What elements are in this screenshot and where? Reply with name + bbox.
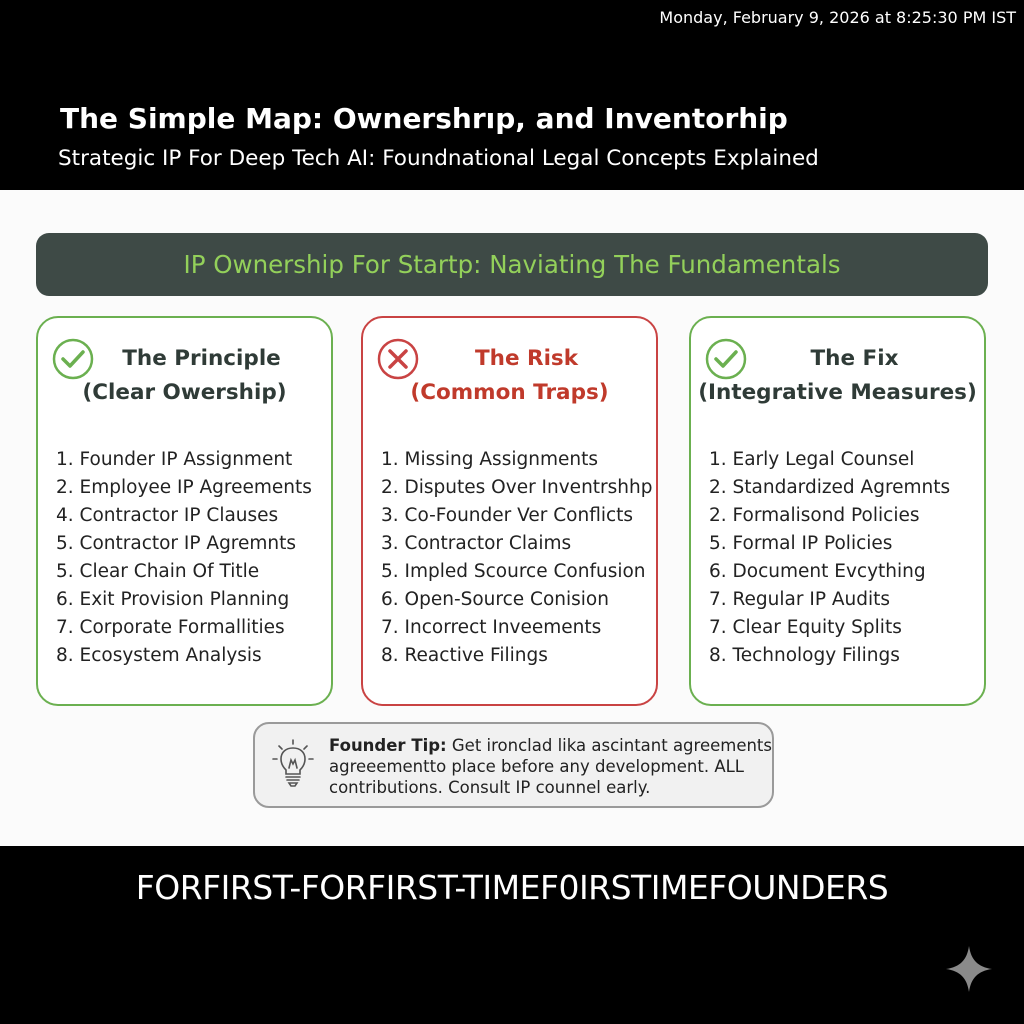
risk-card	[361, 316, 658, 706]
section-banner	[36, 233, 988, 296]
header-band	[0, 0, 1024, 190]
banner-text: IP Ownership For Startp: Naviating The Fundamentals	[183, 250, 841, 279]
list-item: 6. Document Evcything	[709, 561, 926, 582]
list-item: 3. Co-Founder Ver Conflicts	[381, 505, 634, 526]
list-item: 2. Standardized Agremnts	[709, 477, 951, 498]
tip-label: Founder Tip:	[329, 736, 447, 755]
card-title-main: The Risk	[474, 346, 579, 371]
list-item: 2. Disputes Over Inventrshhp	[381, 477, 653, 498]
page-subtitle: Strategic IP For Deep Tech AI: Foundnational Legal Concepts Explained	[58, 146, 819, 171]
fix-card	[689, 316, 986, 706]
page-title: The Simple Map: Ownershrıp, and Inventorhip	[60, 102, 788, 135]
timestamp: Monday, February 9, 2026 at 8:25:30 PM IST	[659, 8, 1016, 27]
list-item: 8. Reactive Filings	[381, 645, 548, 666]
sparkle-icon	[944, 944, 994, 994]
card-title-sub: (Clear Owership)	[82, 380, 287, 405]
lightbulb-icon	[271, 738, 315, 790]
card-title-main: The Principle	[122, 346, 281, 371]
card-title	[38, 342, 331, 410]
list-item: 1. Founder IP Assignment	[56, 449, 293, 470]
list-item: 5. Contractor IP Agremnts	[56, 533, 297, 554]
founder-tip-box	[253, 722, 774, 808]
risk-list	[381, 446, 652, 670]
list-item: 1. Missing Assignments	[381, 449, 598, 470]
card-title	[691, 342, 984, 410]
list-item: 5. Formal IP Policies	[709, 533, 893, 554]
list-item: 5. Clear Chain Of Title	[56, 561, 260, 582]
list-item: 5. Impled Scource Confusion	[381, 561, 646, 582]
list-item: 7. Regular IP Audits	[709, 589, 891, 610]
card-title-sub: (Common Traps)	[410, 380, 609, 405]
list-item: 8. Technology Filings	[709, 645, 900, 666]
tip-text	[329, 735, 772, 798]
footer-text: FORFIRST-FORFIRST-TIMEF0IRSTIMEFOUNDERS	[135, 868, 889, 907]
card-title-main: The Fix	[810, 346, 899, 371]
list-item: 7. Incorrect Inveements	[381, 617, 602, 638]
fix-list	[709, 446, 950, 670]
tip-line-1: Get ironclad lika ascintant agreements	[446, 736, 772, 755]
list-item: 2. Employee IP Agreements	[56, 477, 312, 498]
list-item: 7. Clear Equity Splits	[709, 617, 902, 638]
tip-line-3: contributions. Consult IP counnel early.	[329, 778, 651, 797]
list-item: 7. Corporate Formallities	[56, 617, 285, 638]
principle-list	[56, 446, 312, 670]
content-panel	[0, 190, 1024, 846]
list-item: 6. Open-Source Conision	[381, 589, 609, 610]
list-item: 4. Contractor IP Clauses	[56, 505, 279, 526]
card-title-sub: (Integrative Measures)	[698, 380, 977, 405]
list-item: 8. Ecosystem Analysis	[56, 645, 262, 666]
list-item: 3. Contractor Claims	[381, 533, 572, 554]
list-item: 1. Early Legal Counsel	[709, 449, 915, 470]
list-item: 6. Exit Provision Planning	[56, 589, 290, 610]
tip-line-2: agreeementto place before any development. ALL	[329, 757, 744, 776]
footer-band	[0, 846, 1024, 1024]
card-title	[363, 342, 656, 410]
list-item: 2. Formalisond Policies	[709, 505, 920, 526]
principle-card	[36, 316, 333, 706]
